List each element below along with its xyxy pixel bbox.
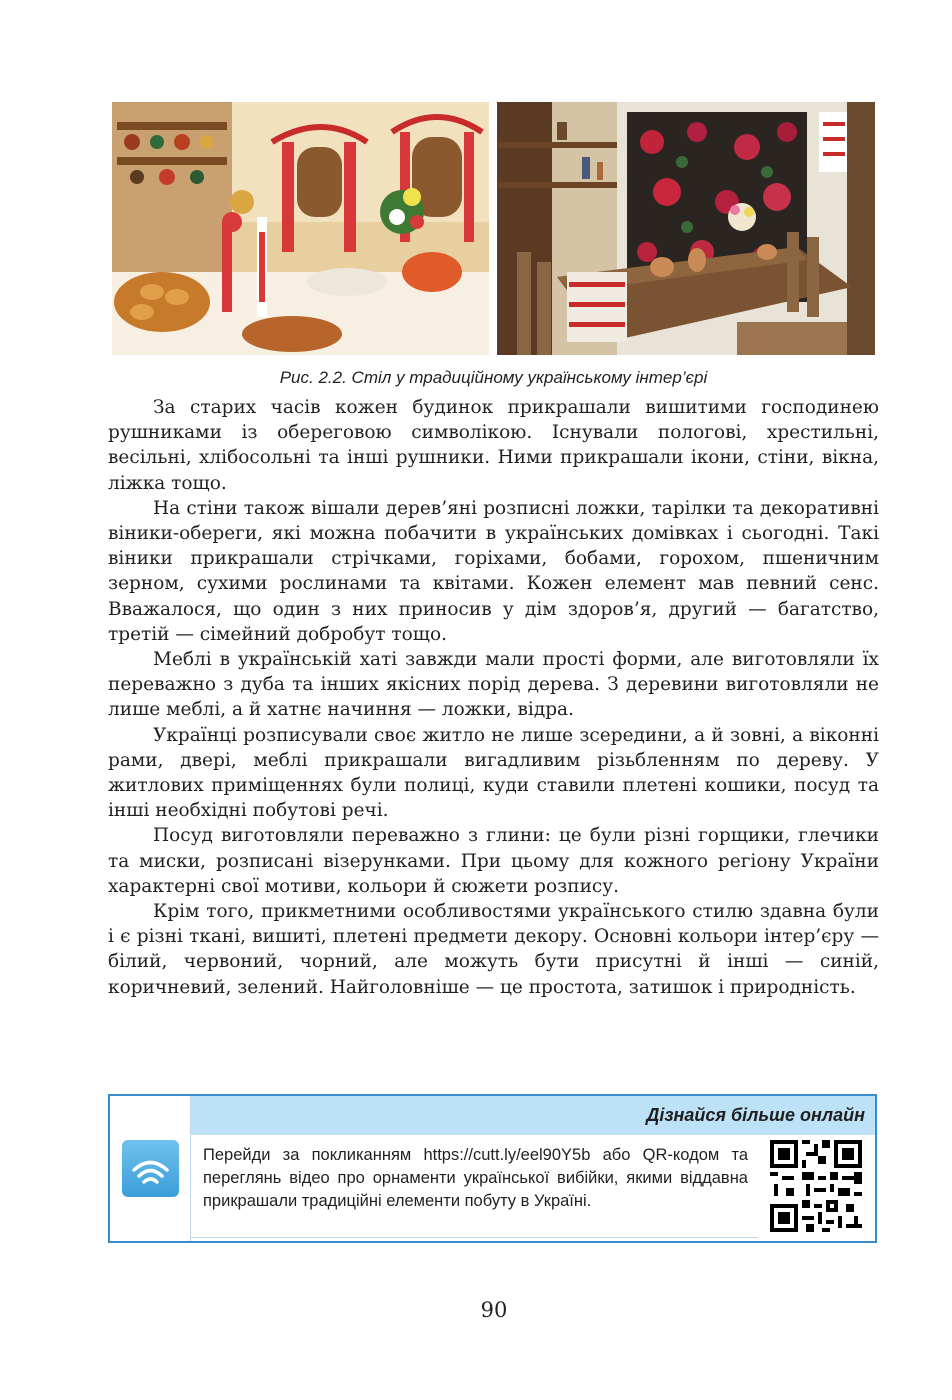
paragraph: Меблі в українській хаті завжди мали прості форми, але виготовляли їх переважно з дуба та інших якісних порід дерева. З деревини виготовляли не лише меблі, а й хатнє начиння — ложки, відра. (108, 649, 879, 721)
photo-wooden-table-interior (497, 102, 875, 355)
paragraph: За старих часів кожен будинок прикрашали вишитими господинею рушниками із обереговою символікою. Існували пологові, хрестильні, весільні, хлібосольні та інші рушники. Ними прикрашали ікони, стіни, вікна, ліжка тощо. (108, 397, 879, 494)
paragraph: Посуд виготовляли переважно з глини: це були різні горщики, глечики та миски, розписані візерунками. При цьому для кожного регіону України характерні свої мотиви, кольори й сюжети розпису. (108, 825, 879, 897)
online-box-title: Дізнайся більше онлайн (191, 1096, 875, 1135)
photo-festive-table (112, 102, 489, 355)
main-text (108, 395, 879, 1000)
online-box-text[interactable]: Перейди за покликанням https://cutt.ly/eel90Y5b або QR-кодом та переглянь відео про орнаменти української вибійки, якими віддавна прикрашали традиційні елементи побуту в Україні. (203, 1146, 748, 1210)
paragraph: Крім того, прикметними особливостями українського стилю здавна були і є різні ткані, вишиті, плетені предмети декору. Основні кольори інтер’єру — білий, червоний, чорний, але можуть бути присутні й інші — синій, коричневий, зелений. Найголовніше — це простота, затишок і природність. (108, 901, 879, 998)
paragraph: На стіни також вішали дерев’яні розписні ложки, тарілки та декоративні віники-обереги, які можна побачити в українських домівках і сьогодні. Такі віники прикрашали стрічками, горіхами, бобами, горохом, пшеничним зерном, сухими рослинами та квітами. Кожен елемент мав певний сенс. Вважалося, що один з них приносив у дім здоров’я, другий — багатство, третій — сімейний добробут тощо. (108, 497, 879, 645)
paragraph: Українці розписували своє житло не лише зсередини, а й зовні, а віконні рами, двері, меблі прикрашали вигадливим різьбленням по дереву. У житлових приміщеннях були полиці, куди ставили плетені кошики, посуд та інші необхідні побутові речі. (108, 724, 879, 822)
page-number: 90 (480, 1298, 508, 1322)
wifi-icon (122, 1140, 179, 1197)
qr-code[interactable] (770, 1140, 862, 1232)
divider (191, 1237, 758, 1238)
figure-caption: Рис. 2.2. Стіл у традиційному українському інтер’єрі (279, 368, 708, 387)
online-info-box (108, 1094, 877, 1243)
